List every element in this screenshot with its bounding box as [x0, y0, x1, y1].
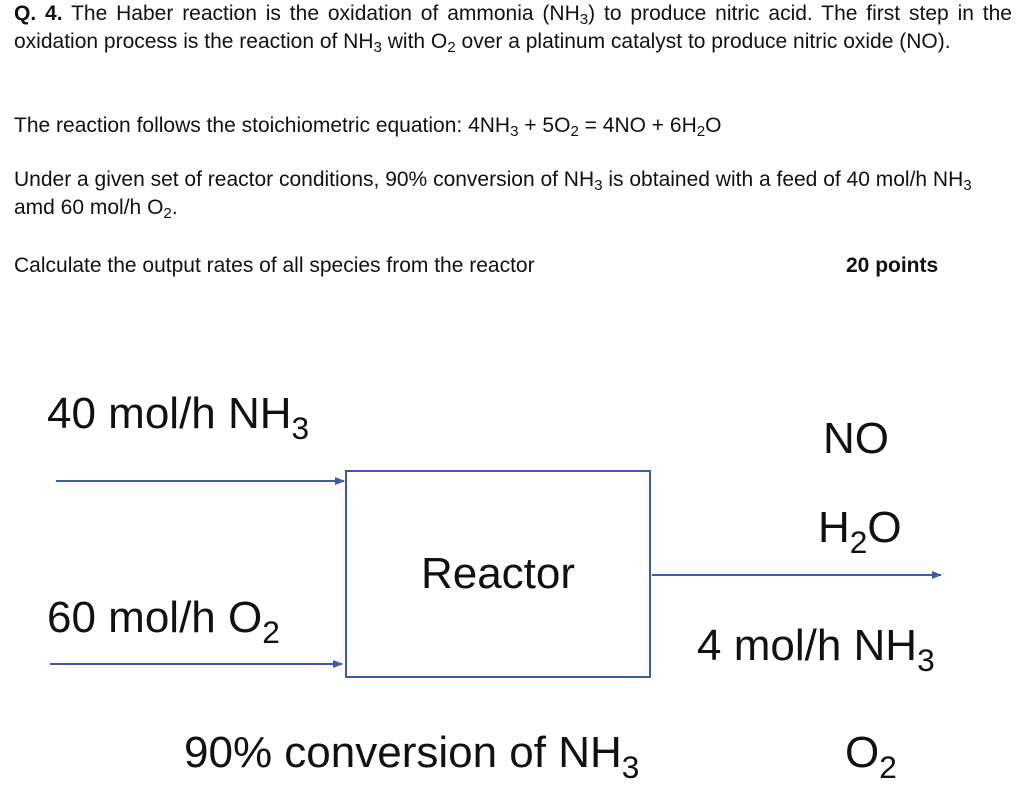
intro-text-d: over a platinum catalyst to produce nitric oxide (NO).: [455, 30, 951, 53]
subscript: 2: [262, 614, 280, 651]
task-text: Calculate the output rates of all species from the reactor: [14, 254, 535, 277]
conversion-label: [184, 727, 640, 786]
conditions-text-d: .: [171, 196, 178, 219]
conditions-text-a: Under a given set of reactor conditions, 90% conversion of NH: [14, 168, 595, 191]
points-label: 20 points: [846, 254, 939, 277]
feed-nh3-text: 40 mol/h NH: [47, 389, 292, 438]
h2o-h: H: [818, 503, 850, 552]
output-no-label: NO: [823, 414, 889, 463]
reactor-label: Reactor: [420, 549, 576, 598]
conversion-text: 90% conversion of NH: [184, 728, 622, 777]
subscript: 3: [594, 176, 603, 194]
question-number: Q. 4.: [14, 2, 63, 25]
intro-text-c: with O: [381, 30, 448, 53]
subscript: 2: [163, 204, 172, 222]
equation-text-d: O: [705, 114, 722, 137]
h2o-o: O: [867, 503, 902, 552]
subscript: 3: [917, 642, 935, 679]
subscript: 2: [696, 122, 706, 140]
subscript: 3: [510, 122, 519, 140]
output-nh3-text: 4 mol/h NH: [697, 621, 918, 670]
subscript: 3: [621, 749, 640, 786]
output-o2-text: O: [845, 728, 880, 777]
output-nh3-label: [697, 620, 935, 679]
equation-text-c: = 4NO + 6H: [578, 114, 697, 137]
subscript: 2: [447, 38, 456, 56]
intro-text-b: ) to produce nitric acid. The first step in the oxidation process is the reaction of NH: [14, 2, 1012, 53]
subscript: 3: [579, 10, 589, 28]
conditions-text-b: is obtained with a feed of 40 mol/h NH: [602, 168, 964, 191]
subscript: 2: [570, 122, 579, 140]
equation-text-a: The reaction follows the stoichiometric equation: 4NH: [14, 114, 511, 137]
subscript: 2: [879, 749, 897, 786]
subscript: 3: [963, 176, 972, 194]
equation-text-b: + 5O: [518, 114, 571, 137]
intro-text-a: The Haber reaction is the oxidation of ammonia (NH: [71, 2, 580, 25]
subscript: 3: [291, 410, 310, 447]
subscript: 3: [373, 38, 382, 56]
conditions-text-c: amd 60 mol/h O: [14, 196, 164, 219]
feed-o2-text: 60 mol/h O: [47, 593, 263, 642]
subscript: 2: [849, 524, 868, 561]
output-o2-label: [845, 727, 897, 786]
feed-o2-label: [47, 592, 280, 651]
output-h2o-label: [818, 502, 902, 561]
feed-nh3-label: [47, 388, 310, 447]
